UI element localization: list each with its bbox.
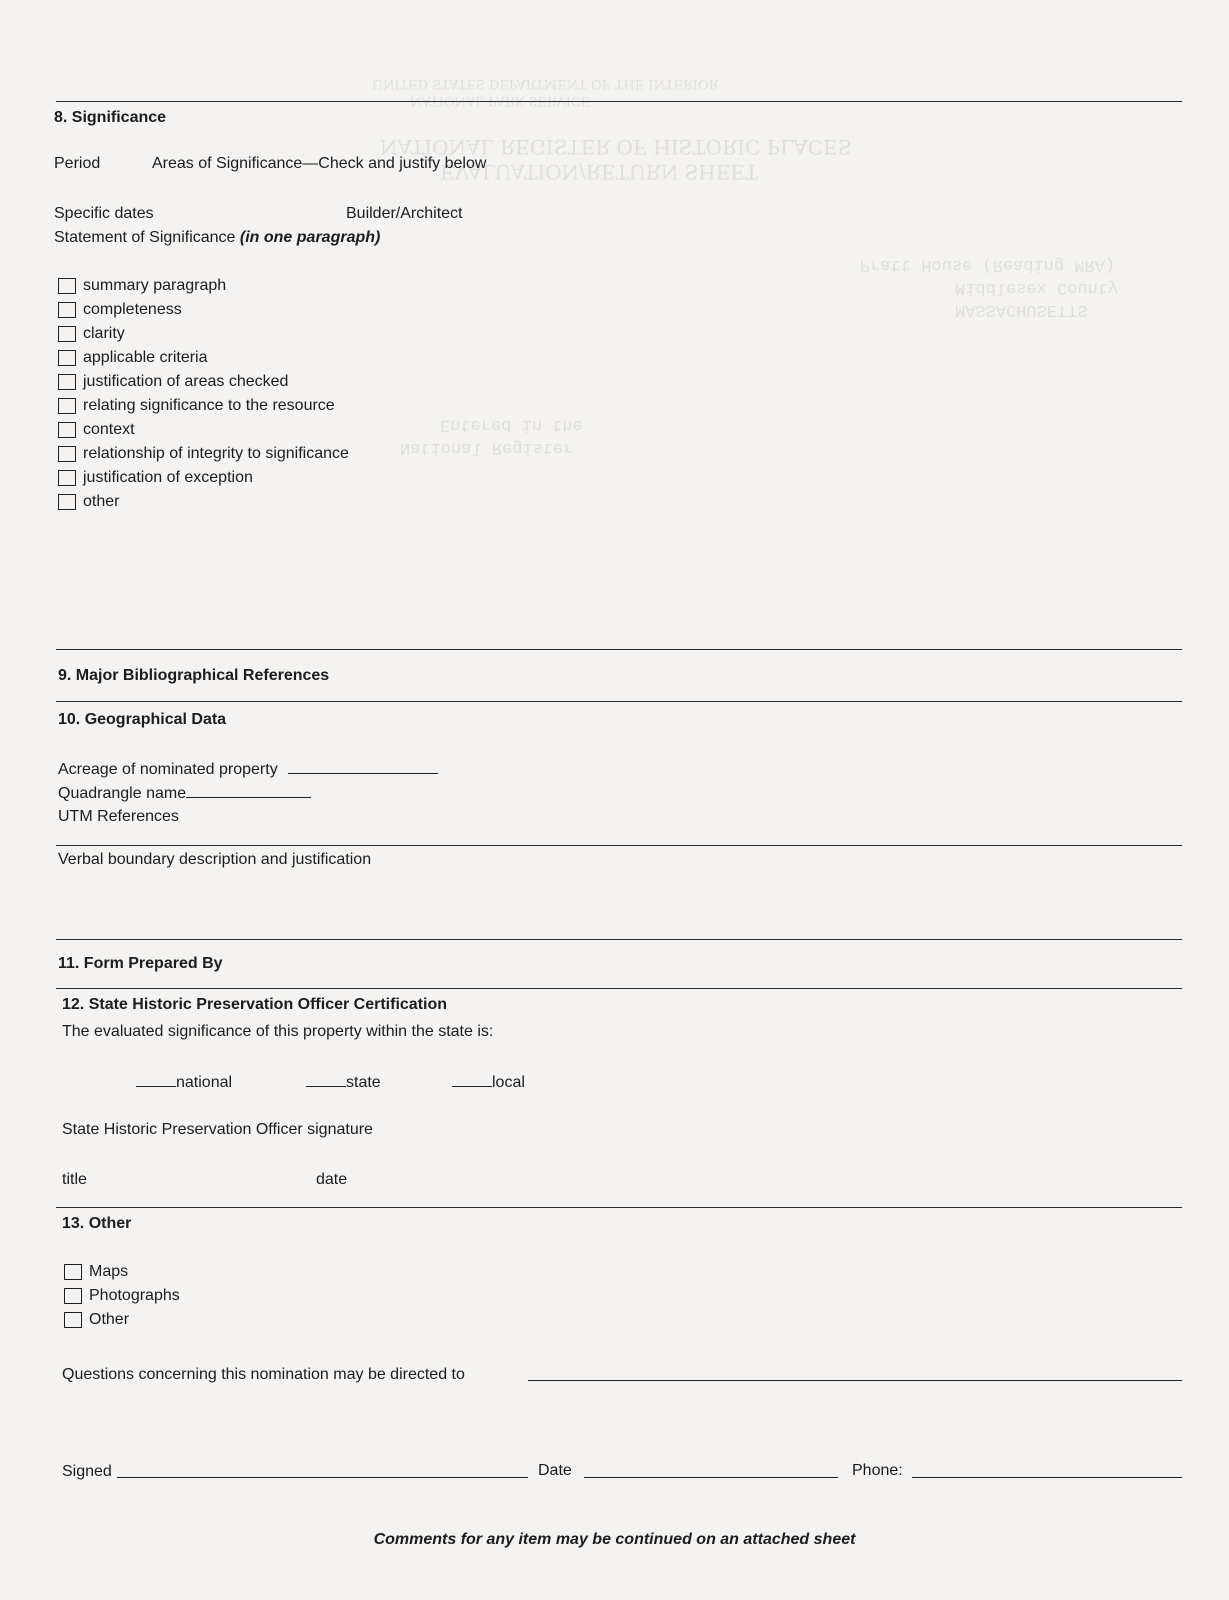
divider-10 <box>56 701 1182 702</box>
acreage-field[interactable] <box>288 759 438 774</box>
phone-field[interactable] <box>912 1477 1182 1478</box>
shpo-signature-label: State Historic Preservation Officer signature <box>62 1121 373 1138</box>
quadrangle-field[interactable] <box>186 783 311 798</box>
comments-note: Comments for any item may be continued on an attached sheet <box>373 1531 856 1548</box>
bleed-property-line3: MASSACHUSETTS <box>955 300 1088 319</box>
checkbox[interactable] <box>64 1288 82 1304</box>
bleed-title-line2: EVALUATION/RETURN SHEET <box>440 160 759 184</box>
checklist-item-clarity[interactable] <box>58 325 125 343</box>
checklist-label: other <box>83 493 120 510</box>
checklist-item-relating-significance[interactable] <box>58 397 335 415</box>
divider-9 <box>56 649 1182 650</box>
checkbox[interactable] <box>58 422 76 438</box>
checkbox[interactable] <box>58 302 76 318</box>
level-state-blank[interactable] <box>306 1072 346 1087</box>
divider-11 <box>56 939 1182 940</box>
checkbox[interactable] <box>58 350 76 366</box>
checklist-label: completeness <box>83 301 182 318</box>
shpo-title-label: title <box>62 1171 87 1188</box>
checklist-label: summary paragraph <box>83 277 227 294</box>
level-local-blank[interactable] <box>452 1072 492 1087</box>
level-state-label: state <box>346 1074 381 1091</box>
bleed-stamp-line2: National Register <box>400 438 574 457</box>
bleed-property-line1: Pratt House (Reading MRA) <box>860 255 1116 274</box>
other-label: Other <box>89 1311 130 1328</box>
checklist-item-other[interactable] <box>58 493 119 511</box>
section-8-heading: 8. Significance <box>54 109 167 126</box>
checkbox[interactable] <box>64 1312 82 1328</box>
builder-architect-label: Builder/Architect <box>346 205 463 222</box>
checkbox[interactable] <box>58 374 76 390</box>
checklist-label: justification of areas checked <box>83 373 289 390</box>
checklist-item-summary-paragraph[interactable] <box>58 277 226 295</box>
checklist-item-justification-exception[interactable] <box>58 469 253 487</box>
date-label: Date <box>538 1462 572 1479</box>
level-local[interactable] <box>452 1072 525 1092</box>
other-item-maps[interactable] <box>64 1263 128 1281</box>
other-item-photographs[interactable] <box>64 1287 180 1305</box>
divider-boundary <box>56 845 1182 846</box>
checklist-label: relationship of integrity to significance <box>83 445 349 462</box>
signed-label: Signed <box>62 1463 112 1480</box>
checkbox[interactable] <box>58 494 76 510</box>
checklist-item-integrity[interactable] <box>58 445 349 463</box>
signed-field[interactable] <box>117 1477 528 1478</box>
divider-12 <box>56 988 1182 989</box>
divider-top <box>56 101 1182 102</box>
shpo-date-label: date <box>316 1171 348 1188</box>
quadrangle-row <box>58 783 311 803</box>
section-11-heading: 11. Form Prepared By <box>58 955 223 972</box>
section-13-heading: 13. Other <box>62 1215 132 1232</box>
statement-note: (in one paragraph) <box>239 229 381 246</box>
boundary-description-label: Verbal boundary description and justification <box>58 851 372 868</box>
acreage-label: Acreage of nominated property <box>58 761 278 778</box>
other-label: Photographs <box>89 1287 180 1304</box>
checkbox[interactable] <box>64 1264 82 1280</box>
checkbox[interactable] <box>58 326 76 342</box>
acreage-row <box>58 759 438 779</box>
statement-label-text: Statement of Significance <box>54 229 236 246</box>
checklist-item-applicable-criteria[interactable] <box>58 349 208 367</box>
checklist-item-context[interactable] <box>58 421 135 439</box>
checklist-label: context <box>83 421 135 438</box>
section-12-heading: 12. State Historic Preservation Officer Certification <box>62 996 448 1013</box>
divider-13 <box>56 1207 1182 1208</box>
phone-label: Phone: <box>852 1462 903 1479</box>
shpo-statement: The evaluated significance of this property within the state is: <box>62 1023 494 1040</box>
checklist-label: clarity <box>83 325 125 342</box>
bleed-property-line2: Middlesex County <box>955 278 1119 297</box>
specific-dates-label: Specific dates <box>54 205 154 222</box>
bleed-title-line1: NATIONAL REGISTER OF HISTORIC PLACES <box>380 135 852 159</box>
quadrangle-label: Quadrangle name <box>58 785 187 802</box>
checkbox[interactable] <box>58 446 76 462</box>
checklist-label: relating significance to the resource <box>83 397 335 414</box>
checklist-item-justification-areas[interactable] <box>58 373 288 391</box>
questions-field[interactable] <box>528 1380 1182 1381</box>
checklist-label: justification of exception <box>83 469 253 486</box>
checkbox[interactable] <box>58 398 76 414</box>
level-national-label: national <box>176 1074 233 1091</box>
bleed-header-line1: UNITED STATES DEPARTMENT OF THE INTERIOR <box>372 76 719 91</box>
other-label: Maps <box>89 1263 129 1280</box>
bleed-header-line2: NATIONAL PARK SERVICE <box>410 93 591 108</box>
areas-of-significance-label: Areas of Significance—Check and justify below <box>152 155 487 172</box>
checklist-item-completeness[interactable] <box>58 301 182 319</box>
level-local-label: local <box>492 1074 525 1091</box>
statement-of-significance-label <box>54 229 380 247</box>
level-national[interactable] <box>136 1072 232 1092</box>
checkbox[interactable] <box>58 470 76 486</box>
utm-references-label: UTM References <box>58 808 179 825</box>
bleed-stamp-line1: Entered in the <box>440 415 583 434</box>
section-9-heading: 9. Major Bibliographical References <box>58 667 330 684</box>
checkbox[interactable] <box>58 278 76 294</box>
level-national-blank[interactable] <box>136 1072 176 1087</box>
section-10-heading: 10. Geographical Data <box>58 711 227 728</box>
period-label: Period <box>54 155 101 172</box>
questions-label: Questions concerning this nomination may be directed to <box>62 1366 465 1383</box>
checklist-label: applicable criteria <box>83 349 208 366</box>
level-state[interactable] <box>306 1072 381 1092</box>
date-field[interactable] <box>584 1477 838 1478</box>
other-item-other[interactable] <box>64 1311 129 1329</box>
